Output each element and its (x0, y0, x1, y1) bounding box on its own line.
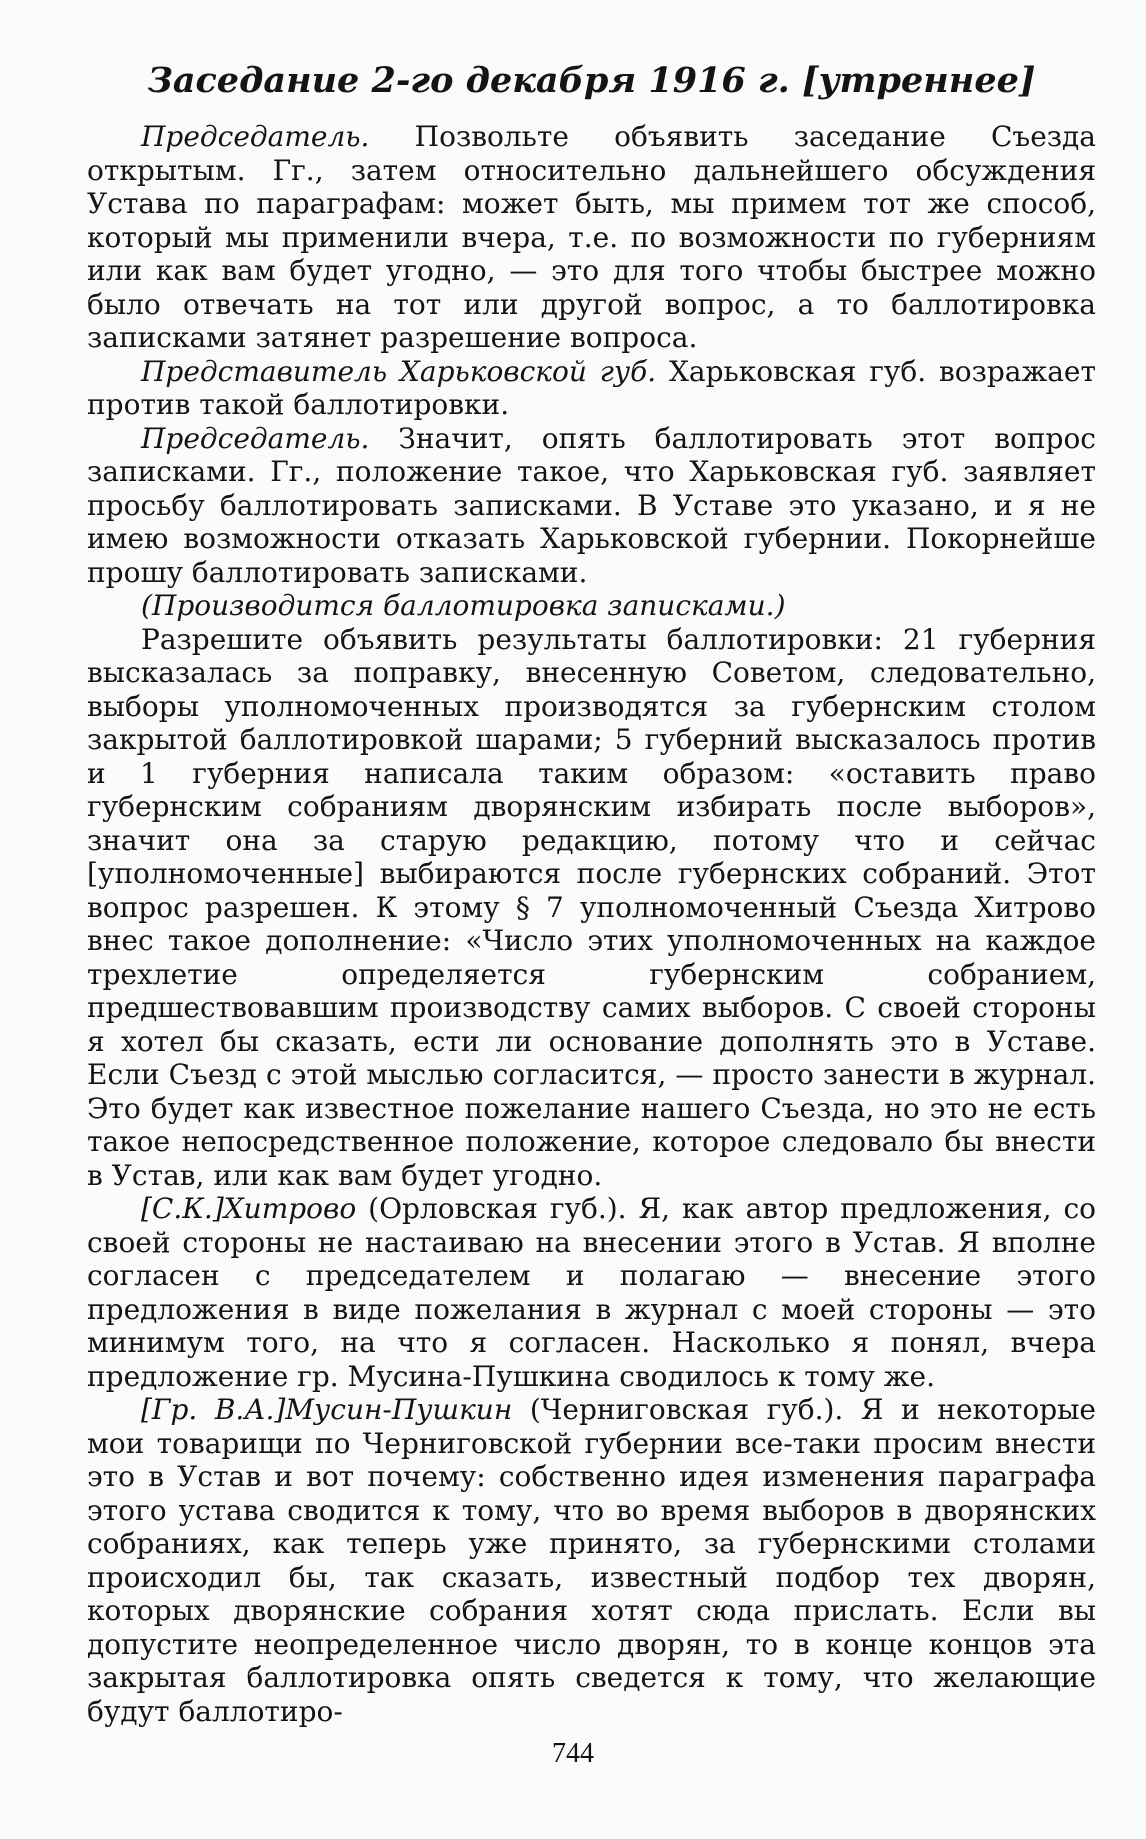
stage-direction-text: (Производится баллотировка записками.) (141, 589, 786, 622)
paragraph-text: Значит, опять баллотировать этот вопрос записками. Гг., положение такое, что Харьковская губ. заявляет просьбу баллотировать записками. В Уставе это указано, и я не имею возможности отказать Харьковской губернии. Покорнейше прошу баллотировать записками. (87, 421, 1096, 589)
paragraph (87, 1393, 1096, 1728)
paragraph (87, 120, 1096, 355)
paragraph-text: Позвольте объявить заседание Съезда открытым. Гг., затем относительно дальнейшего обсуждения Устава по параграфам: может быть, мы примем тот же способ, который мы применили вчера, т.е. по возможности по губерниям или как вам будет угодно, — это для того чтобы быстрее можно было отвечать на тот или другой вопрос, а то баллотировка записками затянет разрешение вопроса. (87, 120, 1096, 354)
paragraph (87, 623, 1096, 1193)
speaker-name: Представитель Харьковской губ. (141, 354, 657, 388)
paragraph (87, 1192, 1096, 1393)
page-title: Заседание 2-го декабря 1916 г. [утреннее] (147, 60, 1036, 101)
paragraph (87, 355, 1096, 422)
document-body (87, 120, 1096, 1728)
paragraph (87, 422, 1096, 590)
paragraph-text: Разрешите объявить результаты баллотировки: 21 губерния высказалась за поправку, внесенную Советом, следовательно, выборы уполномоченных производятся за губернским столом закрытой баллотировкой шарами; 5 губерний высказалось против и 1 губерния написала таким образом: «оставить право губернским собраниям дворянским избирать после выборов», значит она за старую редакцию, потому что и сейчас [уполномоченные] выбираются после губернских собраний. Этот вопрос разрешен. К этому § 7 уполномоченный Съезда Хитрово внес такое дополнение: «Число этих уполномоченных на каждое трехлетие определяется губернским собранием, предшествовавшим производству самих выборов. С своей стороны я хотел бы сказать, ести ли основание дополнять это в Уставе. Если Съезд с этой мыслью согласится, — просто занести в журнал. Это будет как известное пожелание нашего Съезда, но это не есть такое непосредственное положение, которое следовало бы внести в Устав, или как вам будет угодно. (87, 622, 1096, 1192)
page-number: 744 (552, 1738, 594, 1769)
paragraph-text: (Черниговская губ.). Я и некоторые мои товарищи по Черниговской губернии все-таки просим внести это в Устав и вот почему: собственно идея изменения параграфа этого устава сводится к тому, что во время выборов в дворянских собраниях, как теперь уже принято, за губернскими столами происходил бы, так сказать, известный подбор тех дворян, которых дворянские собрания хотят сюда прислать. Если вы допустите неопределенное число дворян, то в конце концов эта закрытая баллотировка опять сведется к тому, что желающие будут баллотиро- (87, 1393, 1096, 1728)
paragraph-text: Харьковская губ. возражает против такой баллотировки. (87, 354, 1096, 421)
speaker-name: Председатель. (141, 421, 370, 455)
speaker-name: [С.К.]Хитрово (141, 1192, 357, 1225)
stage-direction (87, 589, 1096, 623)
speaker-name: Председатель. (141, 120, 370, 153)
paragraph-text: (Орловская губ.). Я, как автор предложения, со своей стороны не настаиваю на внесении этого в Устав. Я вполне согласен с председателем и полагаю — внесение этого предложения в виде пожелания в журнал с моей стороны — это минимум того, на что я согласен. Насколько я понял, вчера предложение гр. Мусина-Пушкина сводилось к тому же. (87, 1192, 1096, 1393)
speaker-name: [Гр. В.А.]Мусин-Пушкин (141, 1393, 513, 1426)
